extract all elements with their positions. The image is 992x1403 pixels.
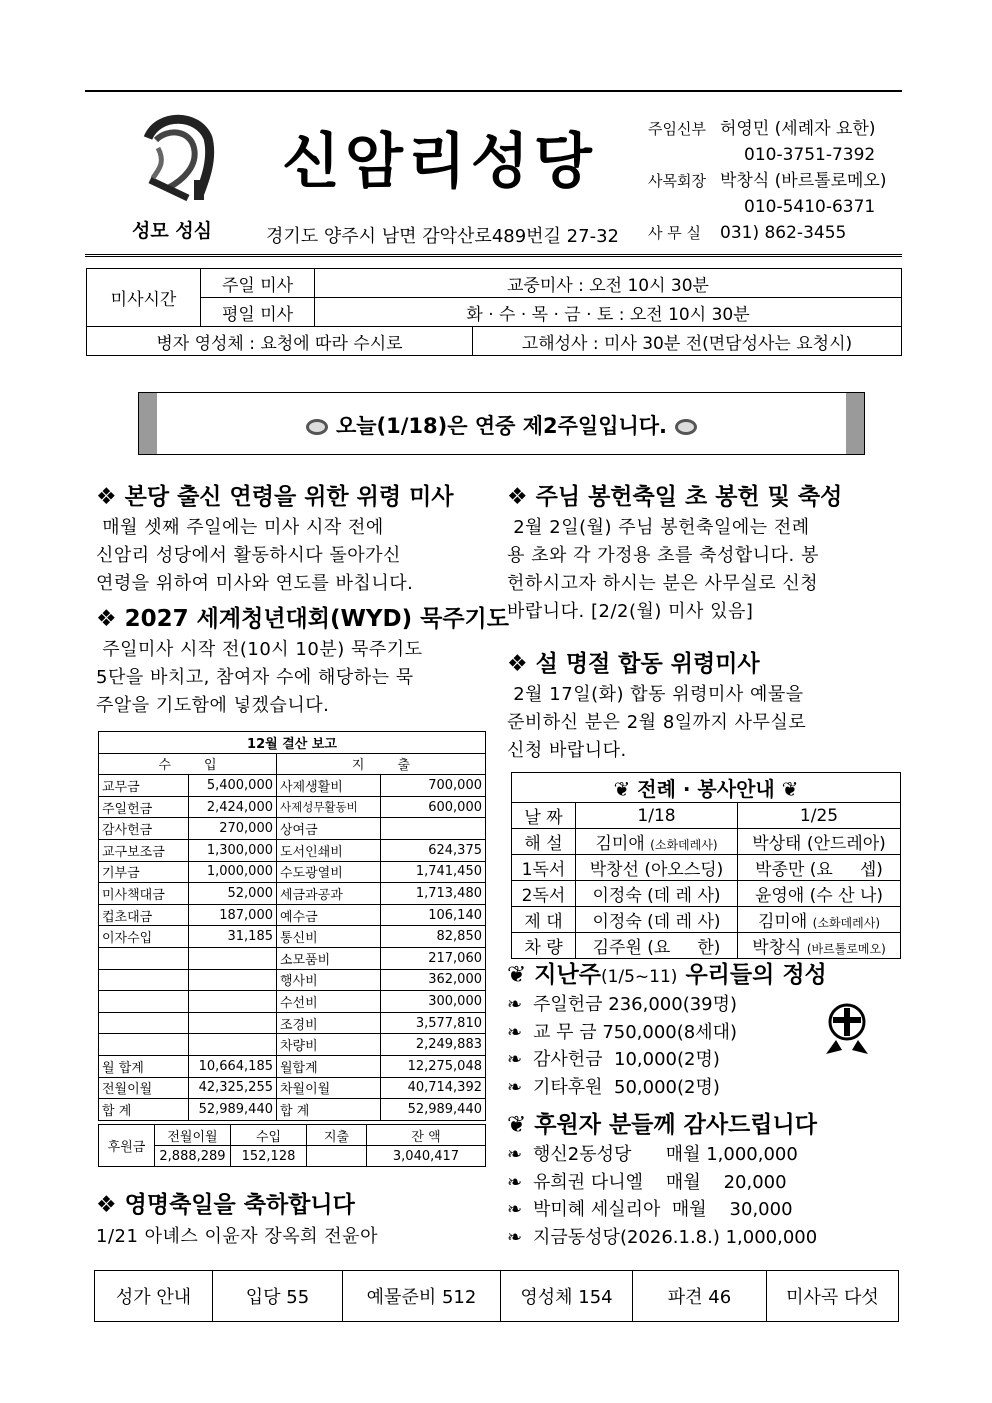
service-person bbox=[738, 881, 901, 907]
leaf-bullet-icon: ❧ bbox=[507, 1144, 523, 1165]
expense-item: 수선비 bbox=[277, 991, 381, 1013]
mass-setting: 미사곡 다섯 bbox=[767, 1271, 899, 1322]
service-row bbox=[512, 829, 901, 855]
section-line: 바랍니다. [2/2(월) 미사 있음] bbox=[507, 601, 754, 622]
expense-item: 세금과공과 bbox=[277, 883, 381, 905]
service-person bbox=[576, 881, 738, 907]
expense-header: 지 출 bbox=[277, 753, 486, 775]
section-line: 2월 17일(화) 합동 위령미사 예물을 bbox=[507, 684, 804, 705]
service-person bbox=[576, 907, 738, 933]
income-item bbox=[99, 991, 189, 1013]
expense-amount: 1,741,450 bbox=[381, 861, 486, 883]
expense-item: 도서인쇄비 bbox=[277, 839, 381, 861]
income-amount: 52,000 bbox=[189, 883, 277, 905]
header-rule bbox=[85, 254, 902, 257]
income-item: 주일헌금 bbox=[99, 796, 189, 818]
donor-fund-label: 후원금 bbox=[99, 1125, 155, 1167]
section-line: 주일미사 시작 전(10시 10분) 묵주기도 bbox=[96, 639, 423, 660]
income-amount: 52,989,440 bbox=[189, 1099, 277, 1121]
baptismal-name: (소화데레사) bbox=[650, 838, 718, 852]
finance-row bbox=[99, 1099, 486, 1121]
baptismal-name: (소화데레사) bbox=[812, 916, 880, 930]
patron-caption: 성모 성심 bbox=[132, 220, 213, 242]
finance-row bbox=[99, 775, 486, 797]
hymn-guide-label: 성가 안내 bbox=[95, 1271, 213, 1322]
hymn-guide-table bbox=[94, 1270, 899, 1322]
income-item: 이자수입 bbox=[99, 926, 189, 948]
income-amount: 187,000 bbox=[189, 904, 277, 926]
mass-schedule-table bbox=[86, 268, 902, 356]
income-item bbox=[99, 969, 189, 991]
finance-row bbox=[99, 1077, 486, 1099]
person-name: 김주원 (요 한) bbox=[592, 938, 721, 958]
flower-icon: ❦ bbox=[507, 962, 535, 988]
expense-amount: 362,000 bbox=[381, 969, 486, 991]
income-amount bbox=[189, 947, 277, 969]
baptismal-name: (바르톨로메오) bbox=[806, 942, 886, 956]
leaf-bullet-icon: ❧ bbox=[507, 1049, 523, 1070]
income-item: 월 합계 bbox=[99, 1055, 189, 1077]
income-amount bbox=[189, 991, 277, 1013]
income-item bbox=[99, 1034, 189, 1056]
contact-label: 사 무 실 bbox=[648, 224, 702, 242]
donor-header: 전월이월 bbox=[155, 1125, 231, 1146]
income-amount bbox=[189, 1034, 277, 1056]
expense-item: 예수금 bbox=[277, 904, 381, 926]
finance-row bbox=[99, 1012, 486, 1034]
expense-amount: 2,249,883 bbox=[381, 1034, 486, 1056]
finance-row bbox=[99, 1034, 486, 1056]
section-title: 설 명절 합동 위령미사 bbox=[535, 651, 760, 677]
income-amount: 1,300,000 bbox=[189, 839, 277, 861]
person-name: 김미애 bbox=[757, 912, 808, 932]
confession-time: 고해성사 : 미사 30분 전(면담성사는 요청시) bbox=[472, 327, 901, 356]
sunday-banner bbox=[138, 392, 865, 455]
section-line: 주알을 기도함에 넣겠습니다. bbox=[96, 695, 330, 716]
mass-time-label: 미사시간 bbox=[87, 269, 201, 327]
service-row bbox=[512, 907, 901, 933]
sponsor-item: ❧ 유희권 다니엘 매월 20,000 bbox=[507, 1169, 891, 1197]
service-role: 제 대 bbox=[512, 907, 576, 933]
contact-block bbox=[648, 116, 886, 246]
parish-address: 경기도 양주시 남면 감악산로489번길 27-32 bbox=[266, 226, 619, 247]
service-header: 날 짜 bbox=[512, 803, 576, 829]
pastor-name: 허영민 (세례자 요한) bbox=[720, 119, 876, 139]
section-line: 5단을 바치고, 참여자 수에 해당하는 묵 bbox=[96, 667, 414, 688]
income-item: 감사헌금 bbox=[99, 818, 189, 840]
person-name: 김미애 bbox=[595, 834, 645, 854]
expense-item: 차량비 bbox=[277, 1034, 381, 1056]
donor-header: 수입 bbox=[231, 1125, 307, 1146]
finance-row bbox=[99, 1055, 486, 1077]
person-name: 이정숙 (데 레 사) bbox=[592, 912, 721, 932]
donor-value bbox=[307, 1146, 367, 1167]
expense-amount bbox=[381, 818, 486, 840]
leaf-bullet-icon: ❧ bbox=[507, 1226, 523, 1248]
expense-item: 상여금 bbox=[277, 818, 381, 840]
service-person bbox=[738, 829, 901, 855]
expense-item: 통신비 bbox=[277, 926, 381, 948]
weekday-mass-time: 화 · 수 · 목 · 금 · 토 : 오전 10시 30분 bbox=[315, 298, 902, 327]
donor-header: 지출 bbox=[307, 1125, 367, 1146]
finance-row bbox=[99, 839, 486, 861]
person-name: 박종만 (요 셉) bbox=[755, 860, 883, 880]
service-person bbox=[576, 855, 738, 881]
service-person bbox=[738, 855, 901, 881]
income-amount bbox=[189, 1012, 277, 1034]
sunday-mass-label: 주일 미사 bbox=[201, 269, 315, 298]
expense-amount: 3,577,810 bbox=[381, 1012, 486, 1034]
pastor-phone: 010-3751-7392 bbox=[744, 145, 876, 165]
income-item bbox=[99, 1012, 189, 1034]
section-title: 2027 세계청년대회(WYD) 묵주기도 bbox=[124, 606, 509, 632]
finance-row bbox=[99, 861, 486, 883]
contact-label: 사목회장 bbox=[648, 172, 706, 190]
praying-figure-icon bbox=[822, 1002, 872, 1058]
expense-item: 조경비 bbox=[277, 1012, 381, 1034]
expense-amount: 52,989,440 bbox=[381, 1099, 486, 1121]
section-candlemas bbox=[507, 478, 891, 626]
offerings-title-tail: 우리들의 정성 bbox=[677, 962, 827, 988]
section-sponsors bbox=[507, 1106, 891, 1251]
income-amount: 1,000,000 bbox=[189, 861, 277, 883]
offering-item: ❧ 기타후원 50,000(2명) bbox=[507, 1074, 891, 1102]
expense-item: 소모품비 bbox=[277, 947, 381, 969]
expense-item: 사제성무활동비 bbox=[277, 796, 381, 818]
top-rule bbox=[85, 90, 902, 92]
expense-amount: 700,000 bbox=[381, 775, 486, 797]
sponsor-item: ❧ 박미혜 세실리아 매월 30,000 bbox=[507, 1196, 891, 1224]
offerings-title: 지난주 bbox=[534, 962, 601, 988]
section-line: 신암리 성당에서 활동하시다 돌아가신 bbox=[96, 545, 401, 566]
council-name: 박창식 (바르톨로메오) bbox=[720, 171, 887, 191]
service-person bbox=[576, 933, 738, 959]
finance-row bbox=[99, 926, 486, 948]
sponsor-item: ❧ 행신2동성당 매월 1,000,000 bbox=[507, 1141, 891, 1169]
rosary-icon bbox=[306, 419, 328, 435]
finance-report-table bbox=[98, 731, 486, 1121]
service-title: 전례 · 봉사안내 bbox=[637, 777, 775, 801]
diamond-bullet-icon: ❖ bbox=[96, 484, 125, 510]
expense-item: 행사비 bbox=[277, 969, 381, 991]
finance-row bbox=[99, 904, 486, 926]
income-item: 전월이월 bbox=[99, 1077, 189, 1099]
banner-text: 오늘(1/18)은 연중 제2주일입니다. bbox=[335, 414, 668, 438]
expense-amount: 82,850 bbox=[381, 926, 486, 948]
flower-icon: ❦ bbox=[774, 777, 799, 801]
hymn-entrance: 입당 55 bbox=[213, 1271, 343, 1322]
section-title: 영명축일을 축하합니다 bbox=[124, 1192, 355, 1218]
donor-fund-table bbox=[98, 1124, 486, 1167]
section-feast-day bbox=[96, 1186, 482, 1251]
person-name: 박상태 (안드레아) bbox=[752, 834, 886, 854]
service-row bbox=[512, 933, 901, 959]
expense-amount: 300,000 bbox=[381, 991, 486, 1013]
section-line: 준비하신 분은 2월 8일까지 사무실로 bbox=[507, 712, 807, 733]
section-line: 용 초와 각 가정용 초를 축성합니다. 봉 bbox=[507, 545, 819, 566]
sick-communion: 병자 영성체 : 요청에 따라 수시로 bbox=[87, 327, 473, 356]
parish-title: 신암리성당 bbox=[282, 127, 597, 197]
service-role: 1독서 bbox=[512, 855, 576, 881]
service-role: 2독서 bbox=[512, 881, 576, 907]
diamond-bullet-icon: ❖ bbox=[96, 1192, 125, 1218]
leaf-bullet-icon: ❧ bbox=[507, 1021, 523, 1043]
diamond-bullet-icon: ❖ bbox=[507, 651, 536, 677]
finance-row bbox=[99, 991, 486, 1013]
offerings-period: (1/5~11) bbox=[600, 967, 678, 987]
section-line: 신청 바랍니다. bbox=[507, 740, 627, 761]
section-title: 주님 봉헌축일 초 봉헌 및 축성 bbox=[535, 484, 843, 510]
person-name: 이정숙 (데 레 사) bbox=[592, 886, 721, 906]
service-person bbox=[576, 829, 738, 855]
section-line: 2월 2일(월) 주님 봉헌축일에는 전례 bbox=[507, 517, 810, 538]
flower-icon: ❦ bbox=[613, 777, 638, 801]
leaf-bullet-icon: ❧ bbox=[507, 1199, 523, 1220]
expense-item: 차월이월 bbox=[277, 1077, 381, 1099]
rosary-icon bbox=[675, 419, 697, 435]
finance-row bbox=[99, 969, 486, 991]
service-header: 1/25 bbox=[738, 803, 901, 829]
section-memorial-mass bbox=[96, 478, 482, 598]
income-item bbox=[99, 947, 189, 969]
sponsors-title: 후원자 분들께 감사드립니다 bbox=[534, 1112, 817, 1138]
expense-amount: 217,060 bbox=[381, 947, 486, 969]
finance-row bbox=[99, 947, 486, 969]
hymn-offertory: 예물준비 512 bbox=[343, 1271, 501, 1322]
service-person bbox=[738, 933, 901, 959]
person-name: 박창식 bbox=[752, 938, 802, 958]
diamond-bullet-icon: ❖ bbox=[96, 606, 125, 632]
section-line: 헌하시고자 하시는 분은 사무실로 신청 bbox=[507, 573, 819, 594]
service-role: 차 량 bbox=[512, 933, 576, 959]
donor-value: 2,888,289 bbox=[155, 1146, 231, 1167]
income-item: 교무금 bbox=[99, 775, 189, 797]
leaf-bullet-icon: ❧ bbox=[507, 994, 523, 1015]
expense-item: 월합계 bbox=[277, 1055, 381, 1077]
person-name: 박창선 (아오스딩) bbox=[589, 860, 724, 880]
expense-amount: 624,375 bbox=[381, 839, 486, 861]
sunday-mass-time: 교중미사 : 오전 10시 30분 bbox=[315, 269, 902, 298]
finance-row bbox=[99, 796, 486, 818]
expense-amount: 1,713,480 bbox=[381, 883, 486, 905]
finance-title: 12월 결산 보고 bbox=[99, 732, 486, 754]
section-line: 연령을 위하여 미사와 연도를 바칩니다. bbox=[96, 573, 414, 594]
income-item: 교구보조금 bbox=[99, 839, 189, 861]
finance-row bbox=[99, 883, 486, 905]
person-name: 윤영애 (수 산 나) bbox=[754, 886, 883, 906]
leaf-bullet-icon: ❧ bbox=[507, 1076, 523, 1098]
donor-header: 잔 액 bbox=[367, 1125, 486, 1146]
council-phone: 010-5410-6371 bbox=[744, 197, 876, 217]
section-lunar-new-year-mass bbox=[507, 645, 891, 765]
income-amount: 10,664,185 bbox=[189, 1055, 277, 1077]
income-amount bbox=[189, 969, 277, 991]
service-row bbox=[512, 855, 901, 881]
income-amount: 5,400,000 bbox=[189, 775, 277, 797]
expense-amount: 12,275,048 bbox=[381, 1055, 486, 1077]
expense-item: 수도광열비 bbox=[277, 861, 381, 883]
income-header: 수 입 bbox=[99, 753, 277, 775]
contact-label: 주임신부 bbox=[648, 120, 706, 138]
hymn-recessional: 파견 46 bbox=[633, 1271, 767, 1322]
income-item: 기부금 bbox=[99, 861, 189, 883]
income-item: 컵초대금 bbox=[99, 904, 189, 926]
expense-amount: 600,000 bbox=[381, 796, 486, 818]
income-amount: 2,424,000 bbox=[189, 796, 277, 818]
offering-item: ❧ 주일헌금 236,000(39명) bbox=[507, 991, 891, 1019]
income-item: 합 계 bbox=[99, 1099, 189, 1121]
expense-item: 합 계 bbox=[277, 1099, 381, 1121]
finance-row bbox=[99, 818, 486, 840]
offering-item: ❧ 감사헌금 10,000(2명) bbox=[507, 1046, 891, 1074]
expense-amount: 106,140 bbox=[381, 904, 486, 926]
donor-value: 3,040,417 bbox=[367, 1146, 486, 1167]
service-role: 해 설 bbox=[512, 829, 576, 855]
offering-item: ❧ 교 무 금 750,000(8세대) bbox=[507, 1019, 891, 1047]
flower-icon: ❦ bbox=[507, 1112, 535, 1138]
section-title: 본당 출신 연령을 위한 위령 미사 bbox=[124, 484, 454, 510]
section-wyd-rosary bbox=[96, 600, 509, 720]
income-amount: 270,000 bbox=[189, 818, 277, 840]
expense-item: 사제생활비 bbox=[277, 775, 381, 797]
income-amount: 31,185 bbox=[189, 926, 277, 948]
service-header: 1/18 bbox=[576, 803, 738, 829]
hymn-communion: 영성체 154 bbox=[501, 1271, 633, 1322]
leaf-bullet-icon: ❧ bbox=[507, 1171, 523, 1193]
income-item: 미사책대금 bbox=[99, 883, 189, 905]
service-person bbox=[738, 907, 901, 933]
donor-value: 152,128 bbox=[231, 1146, 307, 1167]
feast-names: 1/21 아녜스 이윤자 장옥희 전윤아 bbox=[96, 1226, 378, 1247]
expense-amount: 40,714,392 bbox=[381, 1077, 486, 1099]
weekday-mass-label: 평일 미사 bbox=[201, 298, 315, 327]
service-row bbox=[512, 881, 901, 907]
section-line: 매월 셋째 주일에는 미사 시작 전에 bbox=[96, 517, 384, 538]
sacred-heart-logo-icon bbox=[128, 108, 228, 208]
income-amount: 42,325,255 bbox=[189, 1077, 277, 1099]
office-phone: 031) 862-3455 bbox=[720, 223, 847, 243]
diamond-bullet-icon: ❖ bbox=[507, 484, 536, 510]
sponsor-item: ❧ 지금동성당(2026.1.8.) 1,000,000 bbox=[507, 1224, 891, 1252]
liturgy-service-table bbox=[511, 772, 901, 959]
